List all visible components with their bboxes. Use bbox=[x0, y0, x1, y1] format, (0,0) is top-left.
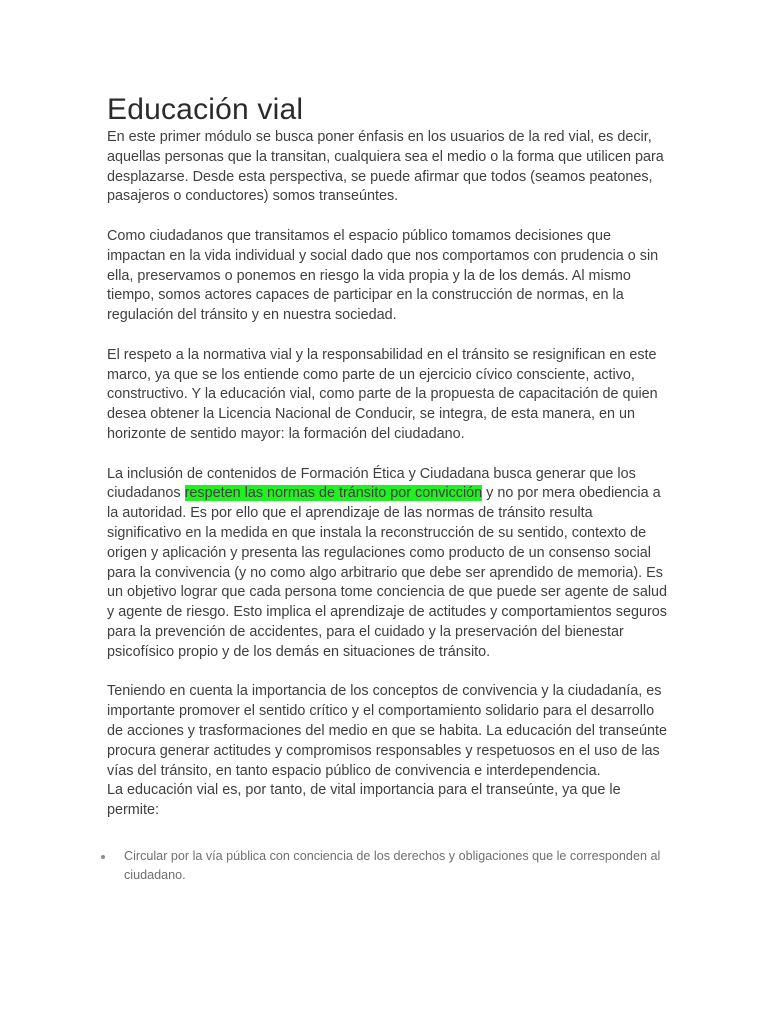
paragraph-gap bbox=[107, 326, 668, 346]
list-item bbox=[107, 847, 668, 886]
bullet-list bbox=[107, 847, 668, 886]
paragraph-gap bbox=[107, 207, 668, 227]
paragraph-citizens: Como ciudadanos que transitamos el espacio público tomamos decisiones que impactan en la vida individual y social dado que nos comportamos con prudencia o sin ella, preservamos o ponemos en riesgo la vida propia y la de los demás. Al mismo tiempo, somos actores capaces de participar en la construcción de normas, en la regulación del tránsito y en nuestra sociedad. bbox=[107, 227, 659, 324]
paragraph-gap bbox=[107, 445, 668, 465]
paragraph-inclusion bbox=[107, 465, 668, 663]
paragraph-importance: La educación vial es, por tanto, de vital importancia para el transeúnte, ya que le permite: bbox=[107, 782, 621, 819]
paragraph-respect: El respeto a la normativa vial y la responsabilidad en el tránsito se resignifican en este marco, ya que se los entiende como parte de un ejercicio cívico consciente, activo, constructivo. Y la educación vial, como parte de la propuesta de capacitación de quien desea obtener la Licencia Nacional de Conducir, se integra, de esta manera, en un horizonte de sentido mayor: la formación del ciudadano. bbox=[107, 346, 658, 442]
paragraph-gap bbox=[107, 663, 668, 683]
bullet-dot-icon bbox=[101, 855, 105, 859]
paragraph-inclusion-start: La inclusión de contenidos de Formación Ética y Ciudadana busca generar que los ciudadanos bbox=[107, 465, 636, 502]
highlighted-text: respeten las normas de tránsito por convicción bbox=[184, 485, 483, 502]
paragraph-coexistence: Teniendo en cuenta la importancia de los conceptos de convivencia y la ciudadanía, es importante promover el sentido crítico y el comportamiento solidario para el desarrollo de acciones y trasformaciones del medio en que se habita. La educación del transeúnte procura generar actitudes y compromisos responsables y respetuosos en el uso de las vías del tránsito, en tanto espacio público de convivencia e interdependencia. bbox=[107, 683, 667, 779]
list-item-text: Circular por la vía pública con conciencia de los derechos y obligaciones que le corresponden al ciudadano. bbox=[124, 848, 661, 883]
paragraph-inclusion-end: y no por mera obediencia a la autoridad. Es por ello que el aprendizaje de las normas de tránsito resulta significativo en la medida en que instala la reconstrucción de su sentido, contexto de origen y aplicación y presenta las regulaciones como producto de un consenso social para la convivencia (y no como algo arbitrario que debe ser aprendido de memoria). Es un objetivo lograr que cada persona tome conciencia de que puede ser agente de salud y agente de riesgo. Esto implica el aprendizaje de actitudes y comportamientos seguros para la prevención de accidentes, para el cuidado y la preservación del bienestar psicofísico propio y de los demás en situaciones de tránsito. bbox=[107, 485, 668, 660]
page-title: Educación vial bbox=[107, 93, 304, 126]
paragraph-intro: En este primer módulo se busca poner énfasis en los usuarios de la red vial, es decir, aquellas personas que la transitan, cualquiera sea el medio o la forma que utilicen para desplazarse. Desde esta perspectiva, se puede afirmar que todos (seamos peatones, pasajeros o conductores) somos transeúntes. bbox=[107, 129, 664, 205]
list-spacer bbox=[107, 821, 668, 847]
